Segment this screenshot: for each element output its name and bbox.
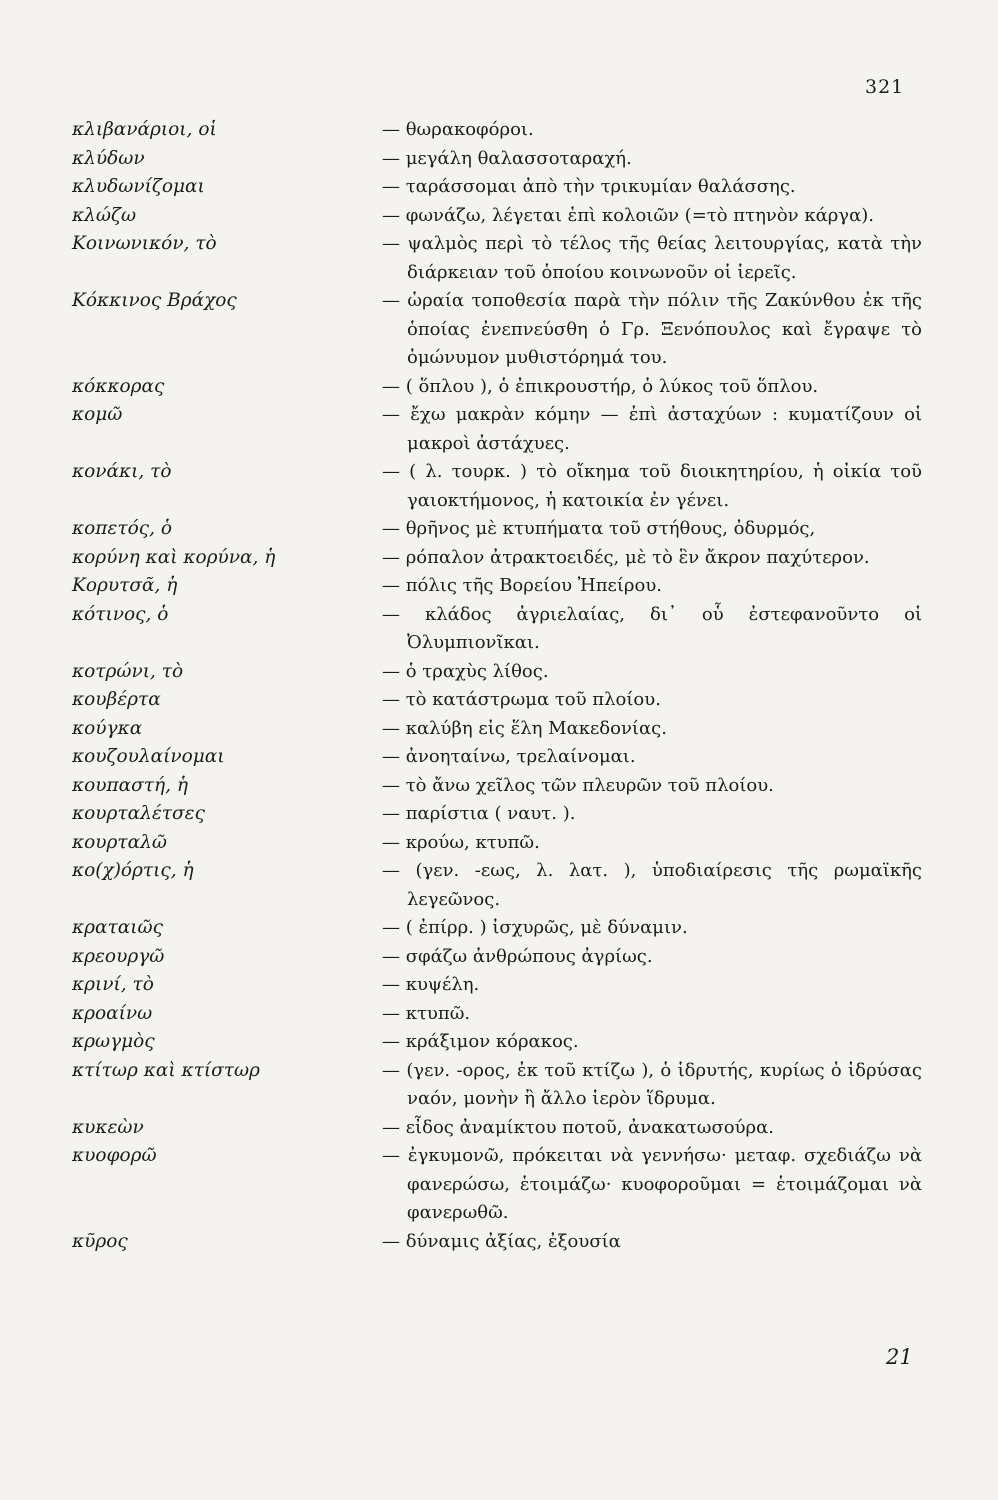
glossary-entry	[72, 202, 922, 231]
glossary-entry	[72, 943, 922, 972]
glossary-entry	[72, 914, 922, 943]
entry-term: κουζουλαίνομαι	[72, 746, 225, 767]
glossary-entry	[72, 230, 922, 287]
entry-definition: — ψαλμὸς περὶ τὸ τέλος τῆς θείας λειτουργίας, κατὰ τὴν διάρκειαν τοῦ ὁποίου κοινωνοῦν οἱ ἱερεῖς.	[382, 233, 922, 283]
glossary-entry	[72, 572, 922, 601]
entry-term: κλύδων	[72, 147, 145, 169]
glossary-entry	[72, 800, 922, 829]
entry-term: κλυδωνίζομαι	[72, 176, 205, 197]
entry-term: κλώζω	[72, 204, 137, 226]
glossary-entry	[72, 1228, 922, 1257]
glossary-entry	[72, 601, 922, 658]
glossary-entry	[72, 1028, 922, 1057]
glossary-entry	[72, 686, 922, 715]
entry-term: κρεουργῶ	[72, 945, 165, 967]
entry-definition: — ἔχω μακρὰν κόμην — ἐπὶ ἀσταχύων : κυματίζουν οἱ μακροὶ ἀστάχυες.	[382, 404, 922, 454]
glossary-entry	[72, 287, 922, 373]
entry-definition: — τὸ κατάστρωμα τοῦ πλοίου.	[382, 689, 661, 710]
entry-definition: — ρόπαλον ἀτρακτοειδές, μὲ τὸ ἓν ἄκρον παχύτερον.	[382, 546, 870, 568]
entry-term: κοπετός, ὁ	[72, 518, 172, 539]
entry-definition: — κλάδος ἀγριελαίας, δι᾽ οὗ ἐστεφανοῦντο οἱ Ὀλυμπιονῖκαι.	[382, 603, 922, 653]
entry-definition: — φωνάζω, λέγεται ἐπὶ κολοιῶν (=τὸ πτηνὸν κάργα).	[382, 204, 874, 226]
glossary-entry	[72, 1114, 922, 1143]
entry-definition: — ὁ τραχὺς λίθος.	[382, 660, 549, 682]
entry-term: κουρταλέτσες	[72, 803, 205, 824]
entry-definition: — θωρακοφόροι.	[382, 119, 534, 140]
glossary-entry	[72, 772, 922, 801]
entry-definition: — ( λ. τουρκ. ) τὸ οἴκημα τοῦ διοικητηρίου, ἡ οἰκία τοῦ γαιοκτήμονος, ἡ κατοικία ἐν γένει.	[382, 461, 922, 511]
entry-term: κροαίνω	[72, 1002, 153, 1024]
entry-term: κόκκορας	[72, 375, 165, 397]
entry-term: κρινί, τὸ	[72, 974, 154, 995]
glossary-list	[72, 116, 922, 1256]
entry-term: κούγκα	[72, 717, 143, 739]
entry-term: κο(χ)όρτις, ἡ	[72, 860, 194, 881]
entry-definition: — παρίστια ( ναυτ. ).	[382, 803, 576, 824]
entry-term: κονάκι, τὸ	[72, 461, 172, 482]
entry-term: κραταιῶς	[72, 917, 163, 938]
entry-term: κουπαστή, ἡ	[72, 774, 188, 796]
entry-definition: — σφάζω ἀνθρώπους ἀγρίως.	[382, 945, 653, 967]
entry-definition: — κράξιμον κόρακος.	[382, 1031, 579, 1052]
entry-definition: — κτυπῶ.	[382, 1002, 471, 1024]
glossary-entry	[72, 116, 922, 145]
entry-definition: — πόλις τῆς Βορείου Ἠπείρου.	[382, 575, 662, 596]
entry-definition: — ἐγκυμονῶ, πρόκειται νὰ γεννήσω· μεταφ. σχεδιάζω νὰ φανερώσω, ἑτοιμάζω· κυοφοροῦμαι = ἑτοιμάζομαι νὰ φανερωθῶ.	[382, 1145, 922, 1223]
entry-term: Κοινωνικόν, τὸ	[72, 233, 217, 254]
glossary-entry	[72, 145, 922, 174]
entry-definition: — καλύβη εἰς ἕλη Μακεδονίας.	[382, 717, 667, 739]
entry-term: κουβέρτα	[72, 689, 161, 710]
glossary-entry	[72, 401, 922, 458]
entry-definition: — θρῆνος μὲ κτυπήματα τοῦ στήθους, ὀδυρμός,	[382, 518, 816, 539]
page-number: 321	[865, 76, 905, 98]
glossary-entry	[72, 1142, 922, 1228]
glossary-entry	[72, 544, 922, 573]
glossary-entry	[72, 173, 922, 202]
glossary-entry	[72, 715, 922, 744]
glossary-entry	[72, 1000, 922, 1029]
entry-term: κῦρος	[72, 1230, 128, 1252]
entry-definition: — (γεν. -ορος, ἐκ τοῦ κτίζω ), ὁ ἱδρυτής, κυρίως ὁ ἱδρύσας ναόν, μονὴν ἢ ἄλλο ἱερὸν ἵδρυμα.	[382, 1059, 922, 1109]
entry-definition: — δύναμις ἀξίας, ἐξουσία	[382, 1230, 621, 1252]
entry-term: Κορυτσᾶ, ἡ	[72, 575, 178, 596]
entry-term: κτίτωρ καὶ κτίστωρ	[72, 1059, 260, 1081]
entry-term: κλιβανάριοι, οἱ	[72, 119, 217, 140]
entry-definition: — εἶδος ἀναμίκτου ποτοῦ, ἀνακατωσούρα.	[382, 1116, 774, 1138]
glossary-entry	[72, 971, 922, 1000]
entry-definition: — ταράσσομαι ἀπὸ τὴν τρικυμίαν θαλάσσης.	[382, 176, 796, 197]
entry-term: κουρταλῶ	[72, 831, 167, 853]
entry-term: κυκεὼν	[72, 1116, 144, 1138]
entry-term: κομῶ	[72, 404, 123, 425]
entry-definition: — μεγάλη θαλασσοταραχή.	[382, 147, 632, 169]
entry-term: κορύνη καὶ κορύνα, ἡ	[72, 546, 276, 568]
glossary-entry	[72, 458, 922, 515]
entry-term: κυοφορῶ	[72, 1145, 157, 1166]
entry-definition: — (γεν. -εως, λ. λατ. ), ὑποδιαίρεσις τῆς ρωμαϊκῆς λεγεῶνος.	[382, 860, 922, 910]
entry-term: Κόκκινος Βράχος	[72, 290, 237, 311]
glossary-entry	[72, 515, 922, 544]
entry-definition: — ὡραία τοποθεσία παρὰ τὴν πόλιν τῆς Ζακύνθου ἐκ τῆς ὁποίας ἐνεπνεύσθη ὁ Γρ. Ξενόπουλος καὶ ἔγραψε τὸ ὁμώνυμον μυθιστόρημά του.	[382, 290, 922, 368]
entry-definition: — κρούω, κτυπῶ.	[382, 831, 540, 853]
entry-definition: — ( ἐπίρρ. ) ἰσχυρῶς, μὲ δύναμιν.	[382, 917, 688, 938]
signature-mark: 21	[886, 1345, 913, 1369]
entry-term: κρωγμὸς	[72, 1031, 155, 1052]
glossary-entry	[72, 857, 922, 914]
glossary-entry	[72, 373, 922, 402]
glossary-entry	[72, 829, 922, 858]
glossary-entry	[72, 743, 922, 772]
entry-definition: — ( ὅπλου ), ὁ ἐπικρουστήρ, ὁ λύκος τοῦ ὅπλου.	[382, 375, 819, 397]
entry-definition: — ἀνοηταίνω, τρελαίνομαι.	[382, 746, 636, 767]
glossary-entry	[72, 1057, 922, 1114]
entry-term: κοτρώνι, τὸ	[72, 660, 184, 682]
entry-definition: — κυψέλη.	[382, 974, 480, 995]
entry-term: κότινος, ὁ	[72, 603, 169, 625]
glossary-entry	[72, 658, 922, 687]
entry-definition: — τὸ ἄνω χεῖλος τῶν πλευρῶν τοῦ πλοίου.	[382, 774, 774, 796]
